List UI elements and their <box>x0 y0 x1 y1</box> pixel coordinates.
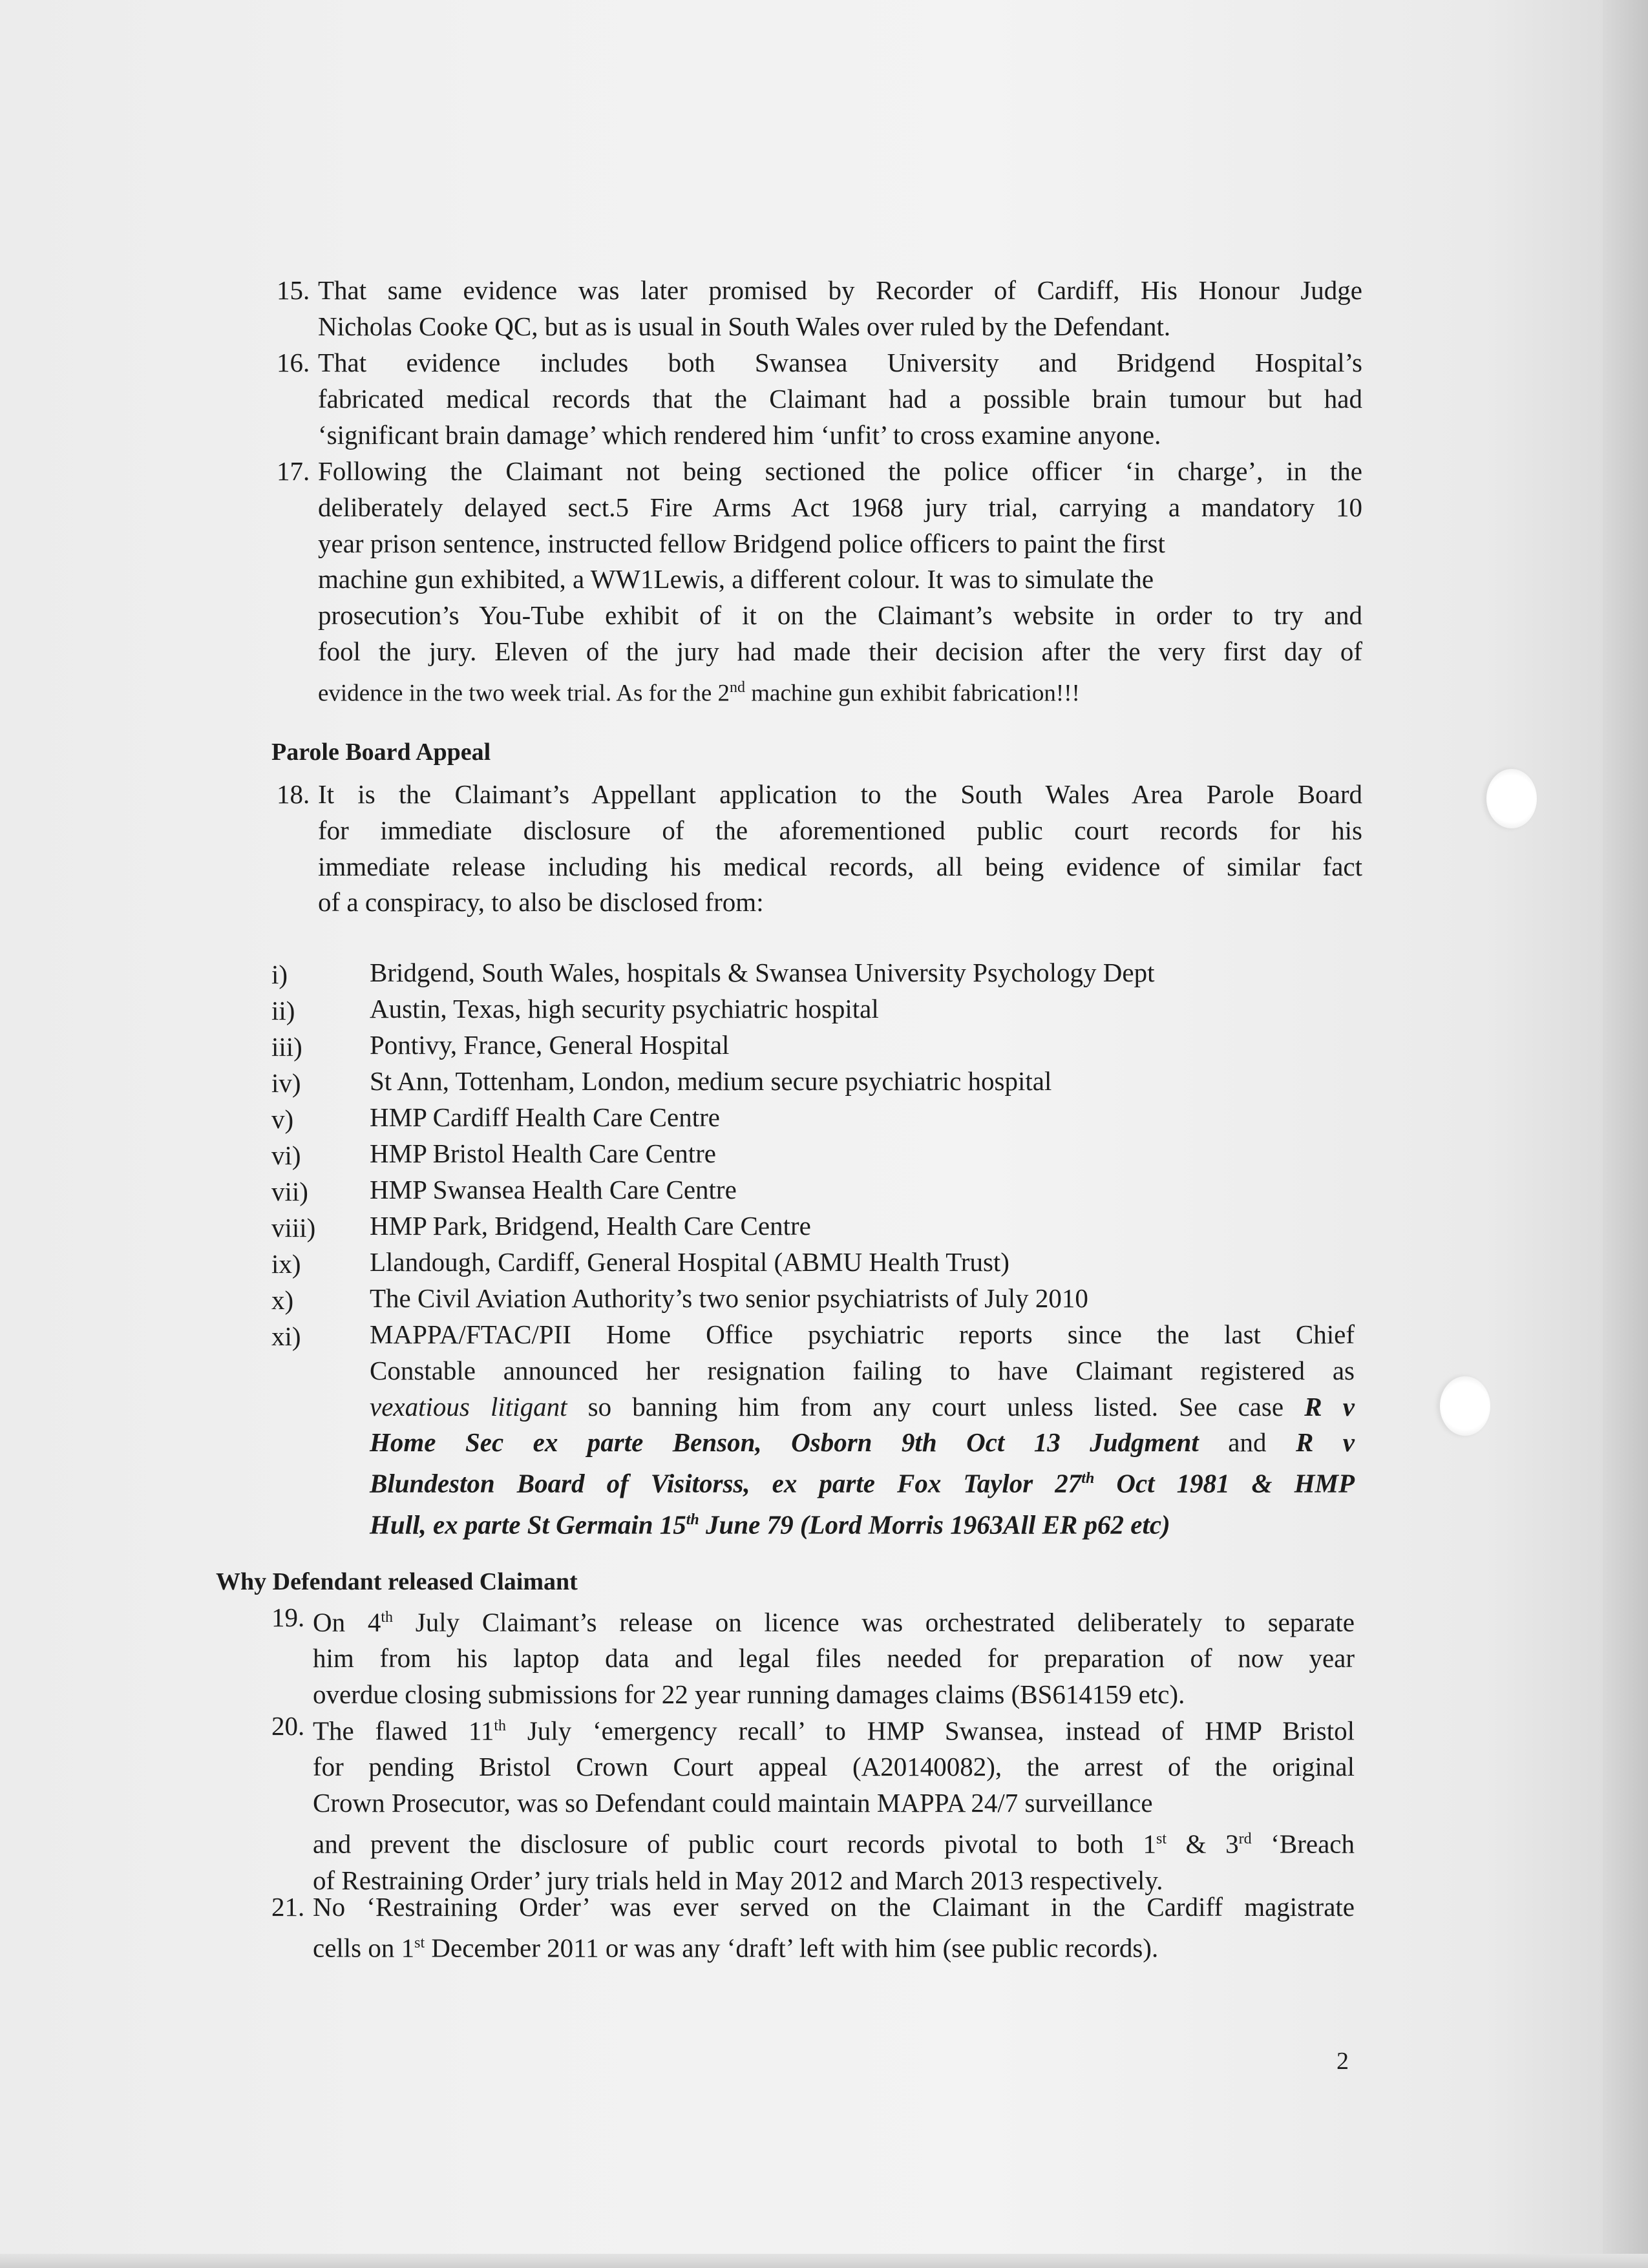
superscript: st <box>1156 1831 1167 1848</box>
paragraph-line: Crown Prosecutor, was so Defendant could maintain MAPPA 24/7 surveillance <box>313 1788 1153 1818</box>
paragraph-line: It is the Claimant’s Appellant application to the South Wales Area Parole Board <box>318 779 1362 809</box>
list-item-text <box>370 1317 1355 1543</box>
superscript: st <box>414 1934 425 1951</box>
line-text: so banning him from any court unless listed. See case <box>567 1391 1305 1422</box>
paragraph-line <box>318 670 1362 711</box>
case-citation: R v <box>1295 1427 1355 1458</box>
paragraph-number: 19. <box>271 1602 305 1632</box>
superscript: th <box>494 1717 507 1734</box>
line-text: On 4 <box>313 1607 381 1637</box>
paragraph-line: That same evidence was later promised by Recorder of Cardiff, His Honour Judge <box>318 275 1362 305</box>
list-item-text: Austin, Texas, high security psychiatric hospital <box>370 994 879 1024</box>
paragraph-line <box>313 1600 1355 1641</box>
line-text: July ‘emergency recall’ to HMP Swansea, instead of HMP Bristol <box>506 1716 1355 1746</box>
list-item-text: Bridgend, South Wales, hospitals & Swansea University Psychology Dept <box>370 958 1155 987</box>
list-item-numeral: ix) <box>271 1249 301 1279</box>
paragraph-number: 15. <box>277 275 310 305</box>
case-citation: R v <box>1304 1391 1355 1422</box>
list-item-numeral: vi) <box>271 1140 301 1170</box>
paragraph-line: machine gun exhibited, a WW1Lewis, a different colour. It was to simulate the <box>318 564 1154 594</box>
page-edge-shadow <box>1603 0 1648 2268</box>
list-item-text: Pontivy, France, General Hospital <box>370 1030 730 1060</box>
paragraph-line: That evidence includes both Swansea University and Bridgend Hospital’s <box>318 348 1362 377</box>
list-item-numeral: iv) <box>271 1068 301 1098</box>
paragraph-line: deliberately delayed sect.5 Fire Arms Act 1968 jury trial, carrying a mandatory 10 <box>318 492 1362 522</box>
list-item-numeral: v) <box>271 1104 294 1134</box>
paragraph-line: fabricated medical records that the Claimant had a possible brain tumour but had <box>318 383 1362 414</box>
paragraph-number: 16. <box>277 348 310 377</box>
list-item-numeral: viii) <box>271 1213 316 1243</box>
page-number: 2 <box>1336 2048 1349 2075</box>
list-item-line <box>370 1389 1355 1425</box>
list-item-text: HMP Park, Bridgend, Health Care Centre <box>370 1211 811 1241</box>
paragraph-line: No ‘Restraining Order’ was ever served on the Claimant in the Cardiff magistrate <box>313 1892 1355 1922</box>
line-text: & 3 <box>1167 1829 1239 1859</box>
paragraph-line: Nicholas Cooke QC, but as is usual in South Wales over ruled by the Defendant. <box>318 311 1171 341</box>
line-text: The flawed 11 <box>313 1716 494 1746</box>
case-citation: Home Sec ex parte Benson, Osborn 9th Oct 13 Judgment <box>370 1427 1199 1458</box>
paragraph-line <box>313 1708 1355 1749</box>
paragraph-number: 21. <box>271 1892 305 1922</box>
paragraph-number: 18. <box>277 779 310 809</box>
punch-hole-upper <box>1486 769 1537 828</box>
list-item-text: HMP Bristol Health Care Centre <box>370 1139 716 1168</box>
case-citation: June 79 (Lord Morris 1963All ER p62 etc) <box>699 1509 1170 1540</box>
section-heading-why-defendant: Why Defendant released Claimant <box>216 1568 578 1595</box>
line-text: and <box>1198 1427 1296 1458</box>
list-item-numeral: x) <box>271 1285 294 1315</box>
paragraph-number: 20. <box>271 1711 305 1741</box>
paragraph-line: ‘significant brain damage’ which rendered him ‘unfit’ to cross examine anyone. <box>318 419 1161 450</box>
paragraph-line: him from his laptop data and legal files needed for preparation of now year <box>313 1643 1355 1674</box>
case-citation: Blundeston Board of Visitorss, ex parte Fox Taylor 27 <box>370 1468 1082 1498</box>
line-text: and prevent the disclosure of public court records pivotal to both 1 <box>313 1829 1156 1859</box>
list-item-line <box>370 1425 1355 1461</box>
list-item-line <box>370 1502 1355 1543</box>
list-item-numeral: iii) <box>271 1032 302 1062</box>
superscript: th <box>686 1511 699 1528</box>
superscript: th <box>381 1609 394 1626</box>
paragraph-line <box>313 1926 1355 1966</box>
list-item-line: MAPPA/FTAC/PII Home Office psychiatric reports since the last Chief <box>370 1319 1355 1349</box>
superscript: rd <box>1238 1831 1252 1848</box>
paragraph-line: of Restraining Order’ jury trials held in May 2012 and March 2013 respectively. <box>313 1865 1163 1895</box>
page-bottom-edge <box>0 2254 1648 2268</box>
line-text: machine gun exhibit fabrication!!! <box>745 680 1080 707</box>
case-citation: Hull, ex parte St Germain 15 <box>370 1509 686 1540</box>
paragraph-line: Following the Claimant not being sectioned the police officer ‘in charge’, in the <box>318 456 1362 486</box>
list-item-text: HMP Cardiff Health Care Centre <box>370 1102 720 1132</box>
list-item-text: The Civil Aviation Authority’s two senior psychiatrists of July 2010 <box>370 1283 1088 1313</box>
italic-text: vexatious litigant <box>370 1391 567 1422</box>
list-item-text: St Ann, Tottenham, London, medium secure psychiatric hospital <box>370 1066 1052 1096</box>
list-item-text: HMP Swansea Health Care Centre <box>370 1175 737 1204</box>
list-item-line: Constable announced her resignation failing to have Claimant registered as <box>370 1355 1355 1385</box>
list-item-line <box>370 1461 1355 1502</box>
list-item-numeral: i) <box>271 960 288 989</box>
list-item-text: Llandough, Cardiff, General Hospital (ABMU Health Trust) <box>370 1247 1009 1277</box>
punch-hole-lower <box>1440 1376 1490 1436</box>
case-citation: Oct 1981 & HMP <box>1094 1468 1355 1498</box>
paragraph-line: for pending Bristol Crown Court appeal (A20140082), the arrest of the original <box>313 1752 1355 1782</box>
list-item-numeral: ii) <box>271 996 295 1025</box>
paragraph-line: overdue closing submissions for 22 year running damages claims (BS614159 etc). <box>313 1679 1185 1710</box>
paragraph-line: prosecution’s You-Tube exhibit of it on the Claimant’s website in order to try and <box>318 600 1362 631</box>
paragraph-number: 17. <box>277 456 310 486</box>
section-heading-parole-board: Parole Board Appeal <box>271 739 491 766</box>
line-text: ‘Breach <box>1251 1829 1355 1859</box>
line-text: December 2011 or was any ‘draft’ left with him (see public records). <box>425 1933 1159 1963</box>
superscript: nd <box>730 678 746 696</box>
line-text: cells on 1 <box>313 1933 415 1963</box>
paragraph-line: for immediate disclosure of the aforementioned public court records for his <box>318 815 1362 845</box>
list-item-numeral: xi) <box>271 1321 301 1351</box>
line-text: evidence in the two week trial. As for the 2 <box>318 680 730 707</box>
paragraph-line <box>313 1822 1355 1862</box>
paragraph-line: year prison sentence, instructed fellow Bridgend police officers to paint the first <box>318 528 1165 558</box>
superscript: th <box>1081 1470 1095 1487</box>
line-text: July Claimant’s release on licence was orchestrated deliberately to separate <box>393 1607 1355 1637</box>
paragraph-line: of a conspiracy, to also be disclosed from: <box>318 887 764 918</box>
paragraph-line: fool the jury. Eleven of the jury had made their decision after the very first day of <box>318 636 1362 666</box>
list-item-numeral: vii) <box>271 1177 308 1206</box>
paragraph-line: immediate release including his medical records, all being evidence of similar fact <box>318 851 1362 881</box>
